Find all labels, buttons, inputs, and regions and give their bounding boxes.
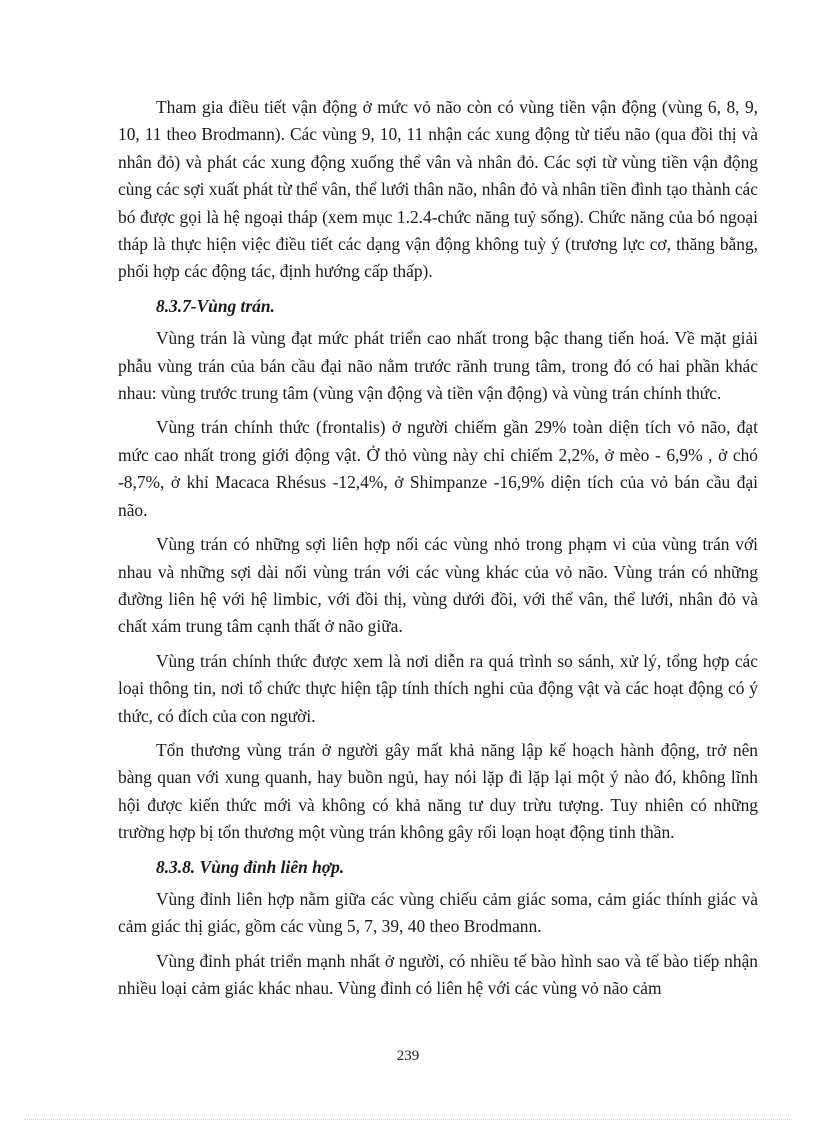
page-bottom-divider — [24, 1119, 792, 1120]
paragraph-frontal-intro: Vùng trán là vùng đạt mức phát triển cao nhất trong bậc thang tiến hoá. Về mặt giải phẫu vùng trán của bán cầu đại não nằm trước rãnh trung tâm, trong đó có hai phần khác nhau: vùng trước trung tâm (vùng vận động và tiền vận động) và vùng trán chính thức. — [118, 328, 758, 404]
document-body — [118, 94, 758, 1010]
paragraph-frontal-damage: Tổn thương vùng trán ở người gây mất khả năng lập kế hoạch hành động, trở nên bàng quan với xung quanh, hay buồn ngủ, hay nói lặp đi lặp lại một ý nào đó, không lĩnh hội được kiến thức mới và không có khả năng tư duy trừu tượng. Tuy nhiên có những trường hợp bị tổn thương một vùng trán không gây rối loạn hoạt động tinh thần. — [118, 739, 758, 843]
paragraph-frontal-connections: Vùng trán có những sợi liên hợp nối các vùng nhỏ trong phạm vi của vùng trán với nhau và những sợi dài nối vùng trán với các vùng khác của vỏ não. Vùng trán có những đường liên hệ với hệ limbic, với đồi thị, vùng dưới đồi, với thể vân, thể lưới, nhân đỏ và chất xám trung tâm cạnh thất ở não giữa. — [118, 534, 758, 637]
paragraph-parietal-development: Vùng đỉnh phát triển mạnh nhất ở người, có nhiều tế bào hình sao và tế bào tiếp nhận nhiều loại cảm giác khác nhau. Vùng đỉnh có liên hệ với các vùng vỏ não cảm — [118, 950, 758, 999]
section-heading-frontal: 8.3.7-Vùng trán. — [156, 295, 275, 316]
paragraph-parietal-location: Vùng đỉnh liên hợp nằm giữa các vùng chiếu cảm giác soma, cảm giác thính giác và cảm giác thị giác, gồm các vùng 5, 7, 39, 40 theo Brodmann. — [118, 888, 758, 937]
section-heading-parietal: 8.3.8. Vùng đỉnh liên hợp. — [156, 856, 345, 877]
page-number: 239 — [396, 1048, 420, 1064]
paragraph-frontal-area: Vùng trán chính thức (frontalis) ở người chiếm gần 29% toàn diện tích vỏ não, đạt mức cao nhất trong giới động vật. Ở thỏ vùng này chỉ chiếm 2,2%, ở mèo - 6,9% , ở chó -8,7%, ở khỉ Macaca Rhésus -12,4%, ở Shimpanze -16,9% diện tích của vỏ bán cầu đại não. — [118, 417, 758, 520]
paragraph-premotor: Tham gia điều tiết vận động ở mức vỏ não còn có vùng tiền vận động (vùng 6, 8, 9, 10, 11 theo Brodmann). Các vùng 9, 10, 11 nhận các xung động từ tiểu não (qua đồi thị và nhân đỏ) và phát các xung động xuống thể vân và nhân đỏ. Các sợi từ vùng tiền vận động cùng các sợi xuất phát từ thể vân, thể lưới thân não, nhân đỏ và nhân tiền đình tạo thành các bó được gọi là hệ ngoại tháp (xem mục 1.2.4-chức năng tuỷ sống). Chức năng của bó ngoại tháp là thực hiện việc điều tiết các dạng vận động không tuỳ ý (trương lực cơ, thăng bằng, phối hợp các động tác, định hướng cấp thấp). — [118, 97, 758, 282]
paragraph-frontal-function: Vùng trán chính thức được xem là nơi diễn ra quá trình so sánh, xử lý, tổng hợp các loại thông tin, nơi tổ chức thực hiện tập tính thích nghi của động vật và các hoạt động có ý thức, có đích của con người. — [118, 650, 758, 726]
